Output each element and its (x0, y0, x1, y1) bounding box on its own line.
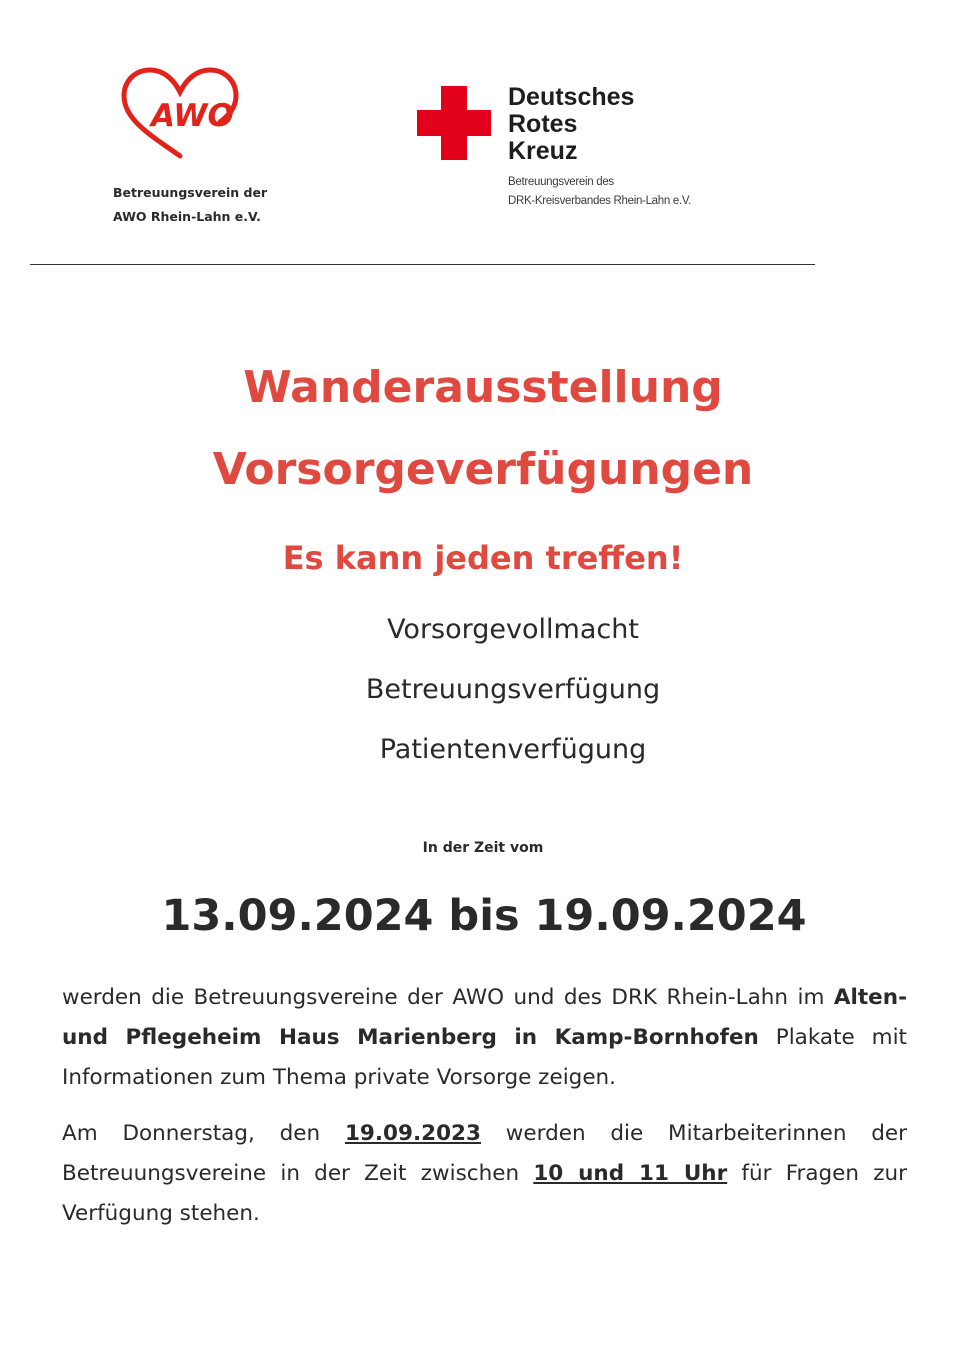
awo-caption-line1: Betreuungsverein der (113, 185, 268, 200)
paragraph1-part2: Plakate mit Informationen zum Thema private Vorsorge zeigen. (62, 1025, 907, 1090)
paragraph1-part1: werden die Betreuungsvereine der AWO und des DRK Rhein-Lahn im (62, 985, 834, 1010)
consultation-time: 10 und 11 Uhr (533, 1161, 728, 1186)
drk-name-line2: Rotes (508, 110, 578, 138)
topic-betreuungsverfuegung: Betreuungsverfügung (365, 674, 661, 705)
paragraph-consultation (62, 1114, 907, 1234)
topic-patientenverfuegung: Patientenverfügung (379, 734, 647, 765)
paragraph2-part2: werden die Mitarbeiterinnen der Betreuungsvereine in der Zeit zwischen (62, 1121, 907, 1186)
drk-caption-line1: Betreuungsverein des (508, 176, 614, 188)
paragraph2-part3: für Fragen zur Verfügung stehen. (62, 1161, 908, 1226)
subtitle: Es kann jeden treffen! (282, 539, 684, 577)
awo-caption (113, 181, 267, 229)
period-dates: 13.09.2024 bis 19.09.2024 (161, 891, 807, 941)
header-divider (30, 264, 815, 265)
consultation-date: 19.09.2023 (344, 1121, 481, 1146)
awo-logo (118, 66, 243, 161)
drk-caption (508, 173, 691, 211)
venue-name: Alten- und Pflegeheim Haus Marienberg in Kamp-Bornhofen (62, 985, 907, 1050)
drk-name (508, 84, 634, 165)
title-line2: Vorsorgeverfügungen (212, 444, 754, 495)
red-cross-icon (417, 86, 491, 160)
period-label: In der Zeit vom (422, 840, 544, 856)
paragraph2-part1: Am Donnerstag, den (62, 1121, 345, 1146)
title-line1: Wanderausstellung (243, 362, 723, 413)
drk-caption-line2: DRK-Kreisverbandes Rhein-Lahn e.V. (508, 195, 692, 207)
awo-logo-text: AWO (151, 98, 234, 134)
drk-name-line1: Deutsches (508, 83, 635, 111)
drk-name-line3: Kreuz (508, 137, 578, 165)
awo-caption-line2: AWO Rhein-Lahn e.V. (113, 209, 261, 224)
paragraph-exhibition (62, 978, 907, 1098)
topic-vorsorgevollmacht: Vorsorgevollmacht (387, 614, 639, 645)
